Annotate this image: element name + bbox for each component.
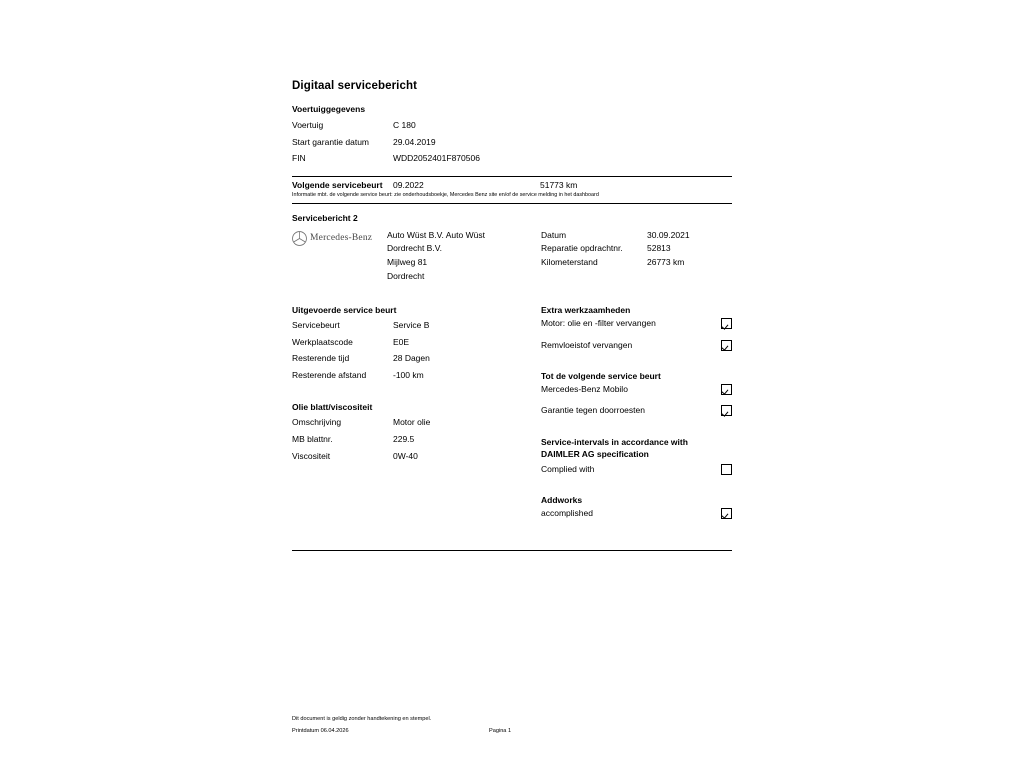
field-label: Voertuig [292,120,324,130]
service-report-heading: Servicebericht 2 [292,212,358,223]
checkbox[interactable] [721,318,732,329]
oil-sheet-row [292,414,541,431]
dealer-address-line: Mijlweg 81 [387,256,428,267]
service-meta-row [541,242,732,256]
footer-page-number: Pagina 1 [489,727,512,734]
field-value: Motor olie [393,417,431,428]
performed-service-row [292,367,541,384]
footer-meta-row [292,726,732,738]
field-value: 29.04.2019 [393,136,436,147]
checklist-label: Remvloeistof vervangen [541,339,633,350]
field-value: 229.5 [393,433,415,444]
field-value: -100 km [393,369,424,380]
service-intervals-group [541,436,732,475]
service-meta-column [541,229,732,283]
next-service-section [292,176,732,204]
field-value: Service B [393,320,430,331]
next-service-fineprint: Informatie mbt. de volgende service beurt: zie onderhoudsboekje, Mercedes Benz site en/of de service melding in het dashboard [292,191,599,198]
service-intervals-heading-line1: Service-intervals in accordance with [541,437,688,448]
performed-service-row [292,334,541,351]
dealer-address-line: Auto Wüst B.V. Auto Wüst [387,229,485,240]
oil-sheet-row [292,448,541,465]
checklist-item [541,463,732,476]
field-label: Start garantie datum [292,136,370,147]
page-title: Digitaal servicebericht [292,80,418,92]
footer-note-row [292,714,732,726]
vehicle-data-section [292,104,732,167]
field-label: FIN [292,153,306,164]
dealer-column [292,229,541,283]
checkbox[interactable] [721,340,732,351]
dealer-address-line: Dordrecht [387,270,425,281]
field-label: Omschrijving [292,417,342,428]
service-intervals-heading-line2: DAIMLER AG specification [541,449,649,460]
checkbox[interactable] [721,464,732,475]
checkbox[interactable] [721,508,732,519]
field-label: Datum [541,229,567,240]
until-next-service-heading: Tot de volgende service beurt [541,370,661,381]
next-service-row [292,177,732,190]
field-value: 30.09.2021 [647,229,690,240]
checklist-item [541,507,732,520]
service-intervals-heading [541,436,732,461]
checklist-label: Garantie tegen doorroesten [541,405,645,416]
mercedes-benz-logo [292,229,387,283]
vehicle-data-heading: Voertuiggegevens [292,104,366,114]
field-value: 52813 [647,243,671,254]
next-service-label: Volgende servicebeurt [292,179,383,190]
checklist-item [541,317,732,330]
field-value: 28 Dagen [393,353,430,364]
field-value: WDD2052401F870506 [393,153,480,164]
extra-work-heading: Extra werkzaamheden [541,305,631,316]
field-label: Werkplaatscode [292,336,353,347]
field-label: Servicebeurt [292,320,340,331]
checklist-column [541,305,732,528]
checklist-label: Mercedes-Benz Mobilo [541,383,628,394]
dealer-address-line: Dordrecht B.V. [387,243,442,254]
field-value: C 180 [393,120,416,130]
oil-sheet-row [292,431,541,448]
field-value: E0E [393,336,410,347]
extra-work-group [541,305,732,352]
checklist-item [541,404,732,417]
details-block [292,305,732,528]
addworks-heading: Addworks [541,494,583,505]
field-label: MB blattnr. [292,433,333,444]
service-report-block [292,229,732,283]
divider [292,550,732,551]
dealer-address [387,229,485,283]
performed-service-row [292,350,541,367]
checkbox[interactable] [721,384,732,395]
next-service-km: 51773 km [540,179,578,190]
field-label: Viscositeit [292,450,331,461]
service-meta-row [541,229,732,243]
addworks-group [541,495,732,520]
divider [292,203,732,204]
vehicle-data-row [292,150,732,167]
vehicle-data-row [292,117,732,134]
vehicle-data-row [292,134,732,151]
field-label: Resterende afstand [292,369,367,380]
checklist-label: accomplished [541,507,593,518]
checklist-label: Complied with [541,463,595,474]
checklist-item [541,383,732,396]
service-meta-row [541,256,732,270]
until-next-service-group [541,371,732,418]
checklist-item [541,339,732,352]
footer-printdate: Printdatum 06.04.2026 [292,727,349,734]
checkbox[interactable] [721,405,732,416]
document-footer [292,714,732,737]
oil-sheet-heading: Olie blatt/viscositeit [292,402,373,413]
field-value: 0W-40 [393,450,418,461]
document-body [292,80,732,551]
field-label: Resterende tijd [292,353,350,364]
logo-wordmark: Mercedes-Benz [310,233,373,244]
mercedes-star-icon [292,231,307,246]
field-label: Kilometerstand [541,256,598,267]
field-value: 26773 km [647,256,685,267]
performed-service-column [292,305,541,528]
performed-service-row [292,317,541,334]
checklist-label: Motor: olie en -filter vervangen [541,318,656,329]
next-service-date: 09.2022 [393,179,424,190]
footer-note: Dit document is geldig zonder handtekening en stempel. [292,716,432,722]
performed-service-heading: Uitgevoerde service beurt [292,305,397,316]
field-label: Reparatie opdrachtnr. [541,243,623,254]
